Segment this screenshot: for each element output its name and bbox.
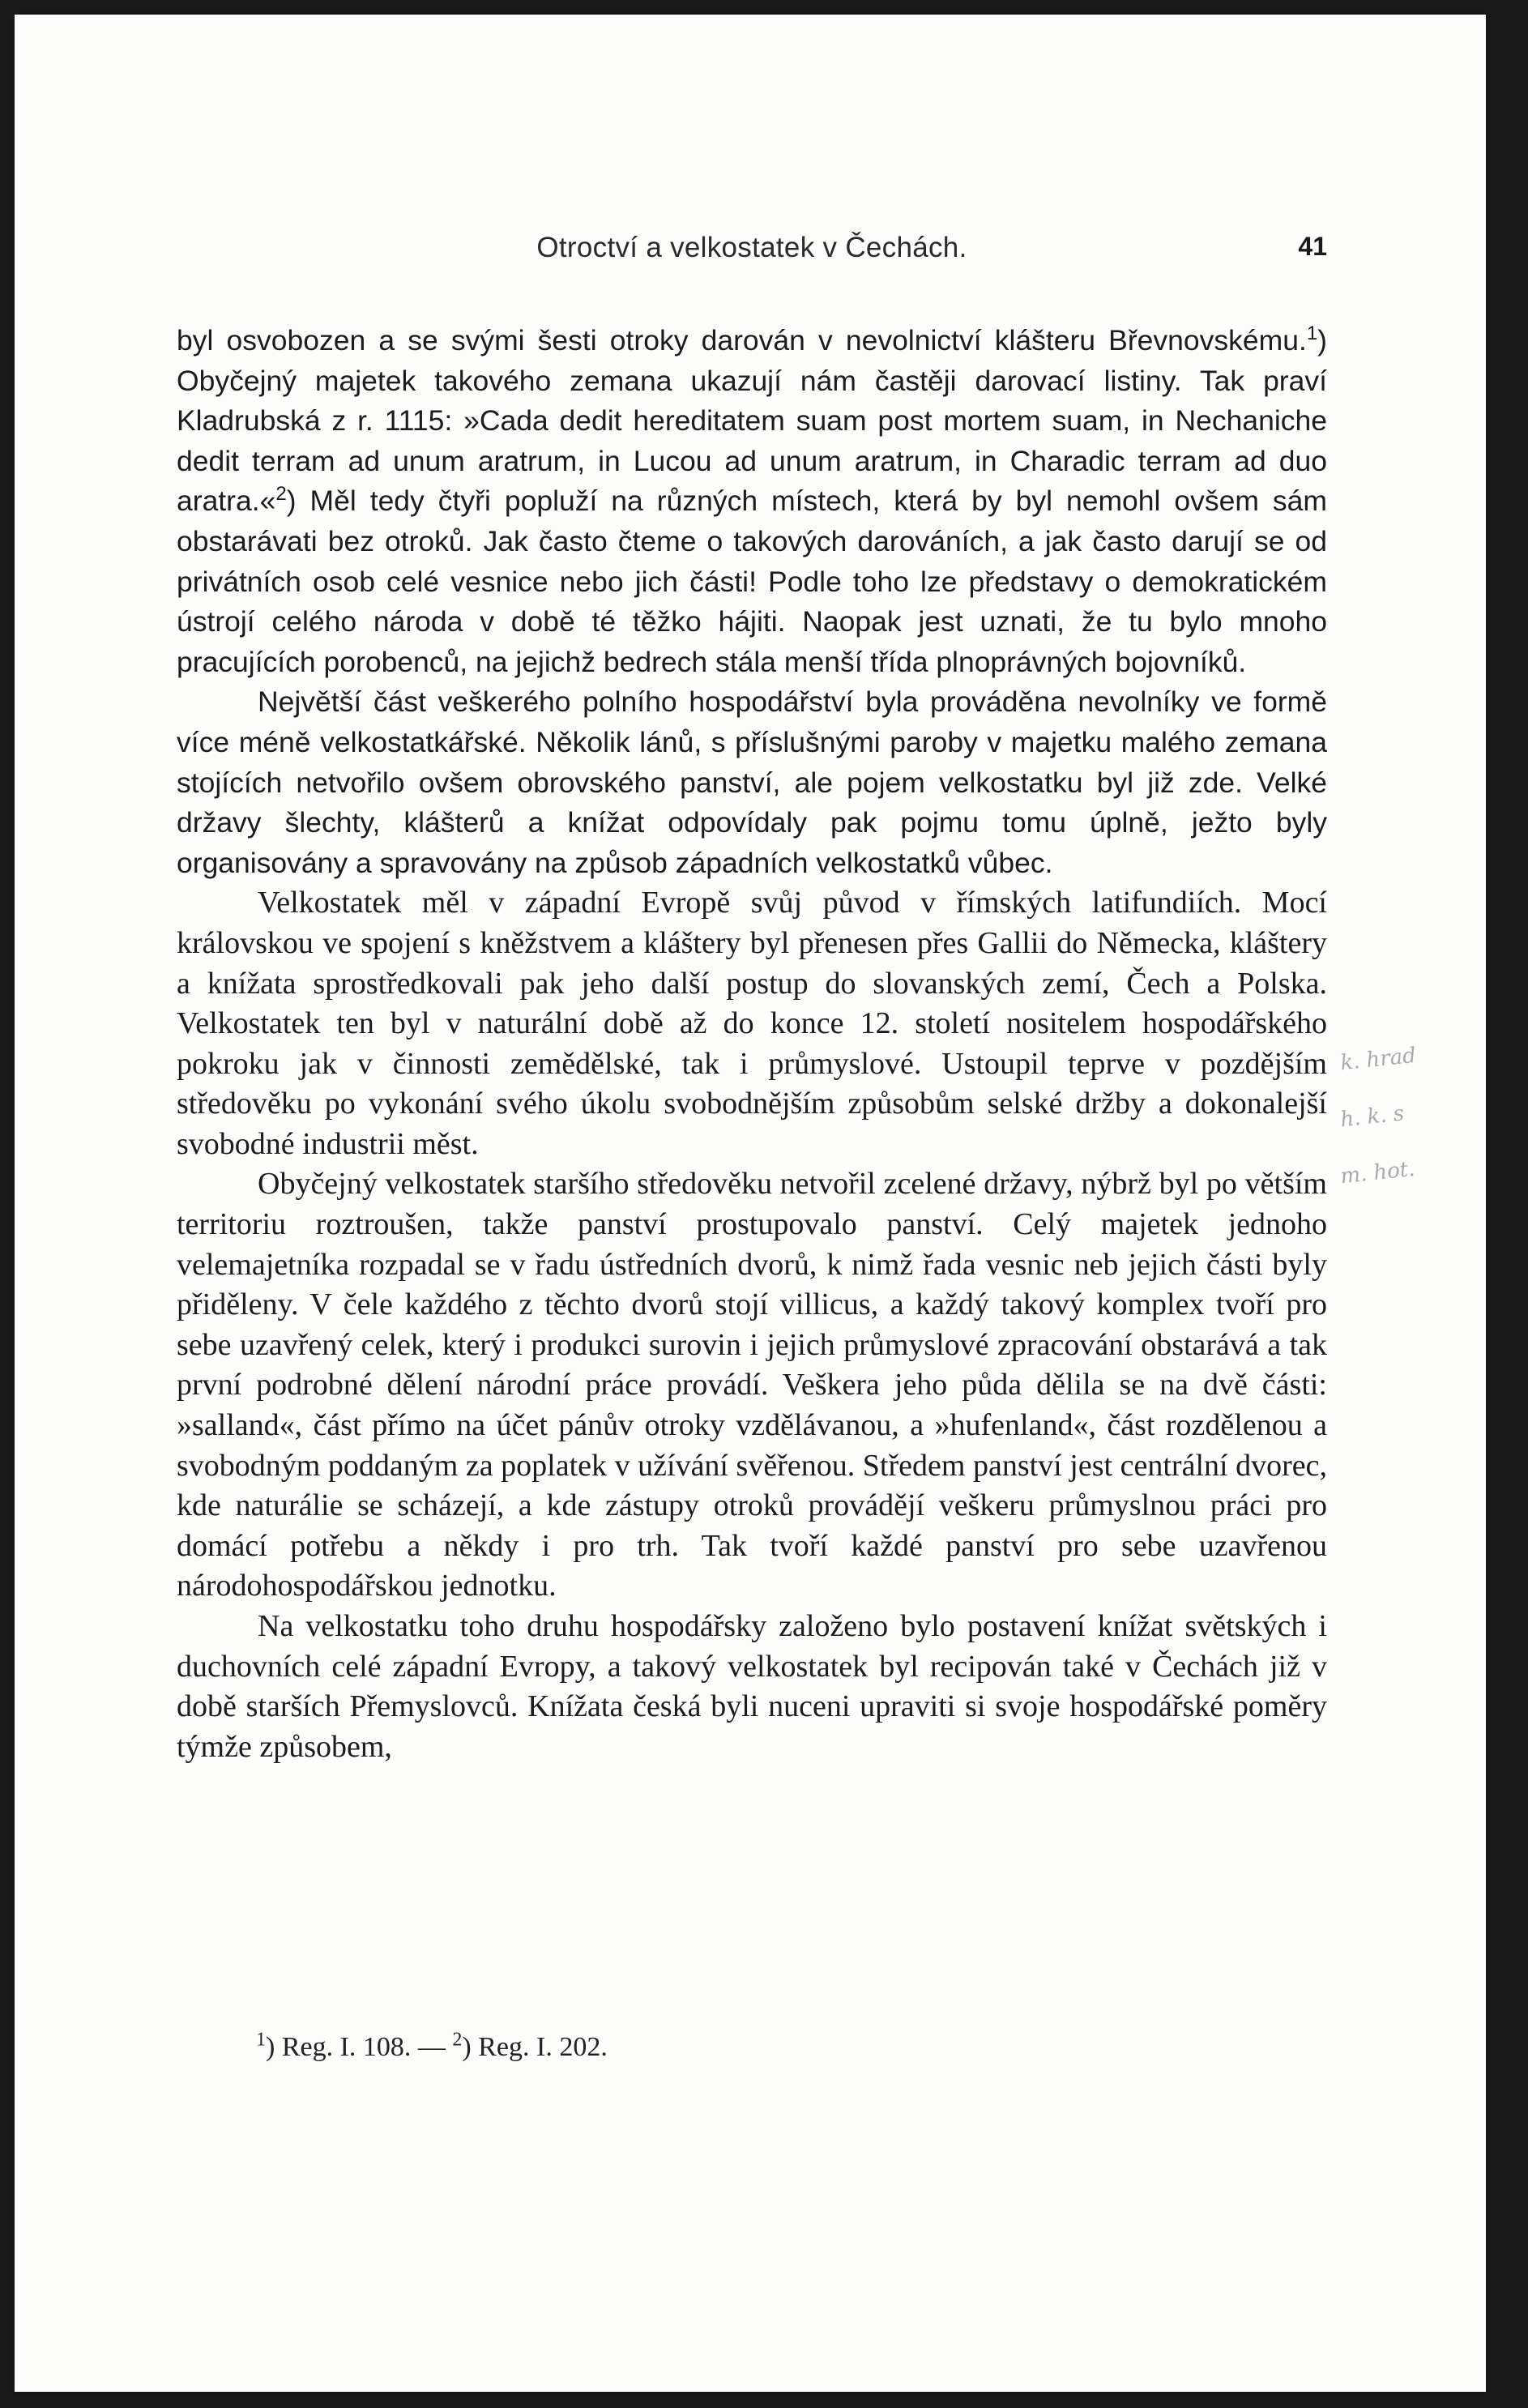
margin-note: k. hrad — [1338, 1043, 1418, 1076]
paragraph: Největší část veškerého polního hospodářství byla prováděna nevolníky ve formě více méně velkostatkářské. Několik lánů, s příslušnými paroby v majetku malého zemana stojících netvořilo ovšem obrovského panství, ale pojem velkostatku byl již zde. Velké državy šlechty, klášterů a knížat odpovídaly pak pojmu tomu úplně, ježto byly organisovány a spravovány na způsob západních velkostatků vůbec. — [177, 685, 1327, 879]
paragraph: Na velkostatku toho druhu hospodářsky založeno bylo postavení knížat světských i duchovních celé západní Evropy, a takový velkostatek byl recipován také v Čechách již v době starších Přemyslovců. Knížata česká byli nuceni upraviti si svoje hospodářské poměry týmže způsobem, — [177, 1609, 1327, 1764]
page-body — [177, 321, 1327, 1767]
margin-notes — [1340, 1027, 1486, 1198]
footnote-ref: 2 — [275, 483, 287, 506]
footnote-mark: 2 — [452, 2029, 463, 2051]
page-number: 41 — [1298, 232, 1327, 261]
paragraph: Velkostatek měl v západní Evropě svůj původ v římských latifundiích. Mocí královskou ve spojení s kněžstvem a kláštery byl přenesen přes Gallii do Německa, kláštery a knížata sprostředkovali pak jeho další postup do slovanských zemí, Čech a Polska. Velkostatek ten byl v naturální době až do konce 12. století nositelem hospodářského pokroku jak v činnosti zemědělské, tak i průmyslové. Ustoupil teprve v pozdějším středověku po vykonání svého úkolu svobodnějším způsobům selské držby a dokonalejší svobodné industrii měst. — [177, 886, 1327, 1161]
margin-note: h. k. s — [1338, 1101, 1406, 1133]
margin-note: m. hot. — [1338, 1156, 1416, 1189]
footnote-text: Reg. I. 108. — — [281, 2032, 446, 2062]
page-header — [177, 232, 1327, 280]
book-page — [15, 15, 1486, 2392]
footnote-ref: 1 — [1306, 322, 1318, 345]
paragraph: byl osvobozen a se svými šesti otroky darován v nevolnictví klášteru Břevnovskému.$^1$) Obyčejný majetek takového zemana ukazují nám častěji darovací listiny. Tak praví Kladrubská z r. 1115: »Cada dedit hereditatem suam post mortem suam, in Nechaniche dedit terram ad unum aratrum, in Lucou ad unum aratrum, in Charadic terram ad duo aratra.«$^2$) Měl tedy čtyři popluží na různých místech, která by byl nemohl ovšem sám obstarávati bez otroků. Jak často čteme o takových darováních, a jak často darují se od privátních osob celé vesnice nebo jich části! Podle toho lze představy o demokratickém ústrojí celého národa v době té těžko hájiti. Naopak jest uznati, že tu bylo mnoho pracujících porobenců, na jejichž bedrech stála menší třída plnoprávných bojovníků. — [177, 322, 1327, 678]
footnote-mark: 1 — [256, 2029, 266, 2051]
paragraph: Obyčejný velkostatek staršího středověku netvořil zcelené državy, nýbrž byl po větším territoriu roztroušen, takže panství prostupovalo panství. Celý majetek jednoho velemajetníka rozpadal se v řadu ústředních dvorů, k nimž řada vesnic neb jejich části byly přiděleny. V čele každého z těchto dvorů stojí villicus, a každý takový komplex tvoří pro sebe uzavřený celek, který i produkci surovin i jejich průmyslové zpracování obstarává a tak první podrobné dělení národní práce provádí. Veškera jeho půda dělila se na dvě části: »salland«, část přímo na účet pánův otroky vzdělávanou, a »hufenland«, část rozdělenou a svobodným poddaným za poplatek v užívání svěřenou. Středem panství jest centrální dvorec, kde naturálie se scházejí, a kde zástupy otroků provádějí veškeru průmyslnou práci pro domácí potřebu a někdy i pro trh. Tak tvoří každé panství pro sebe uzavřenou národohospodářskou jednotku. — [177, 1167, 1327, 1603]
footnote-text: Reg. I. 202. — [478, 2032, 608, 2062]
footnotes: $^1$) Reg. I. 108. — $^2$) Reg. I. 202. — [256, 2029, 608, 2062]
running-title: Otroctví a velkostatek v Čechách. — [536, 232, 967, 263]
